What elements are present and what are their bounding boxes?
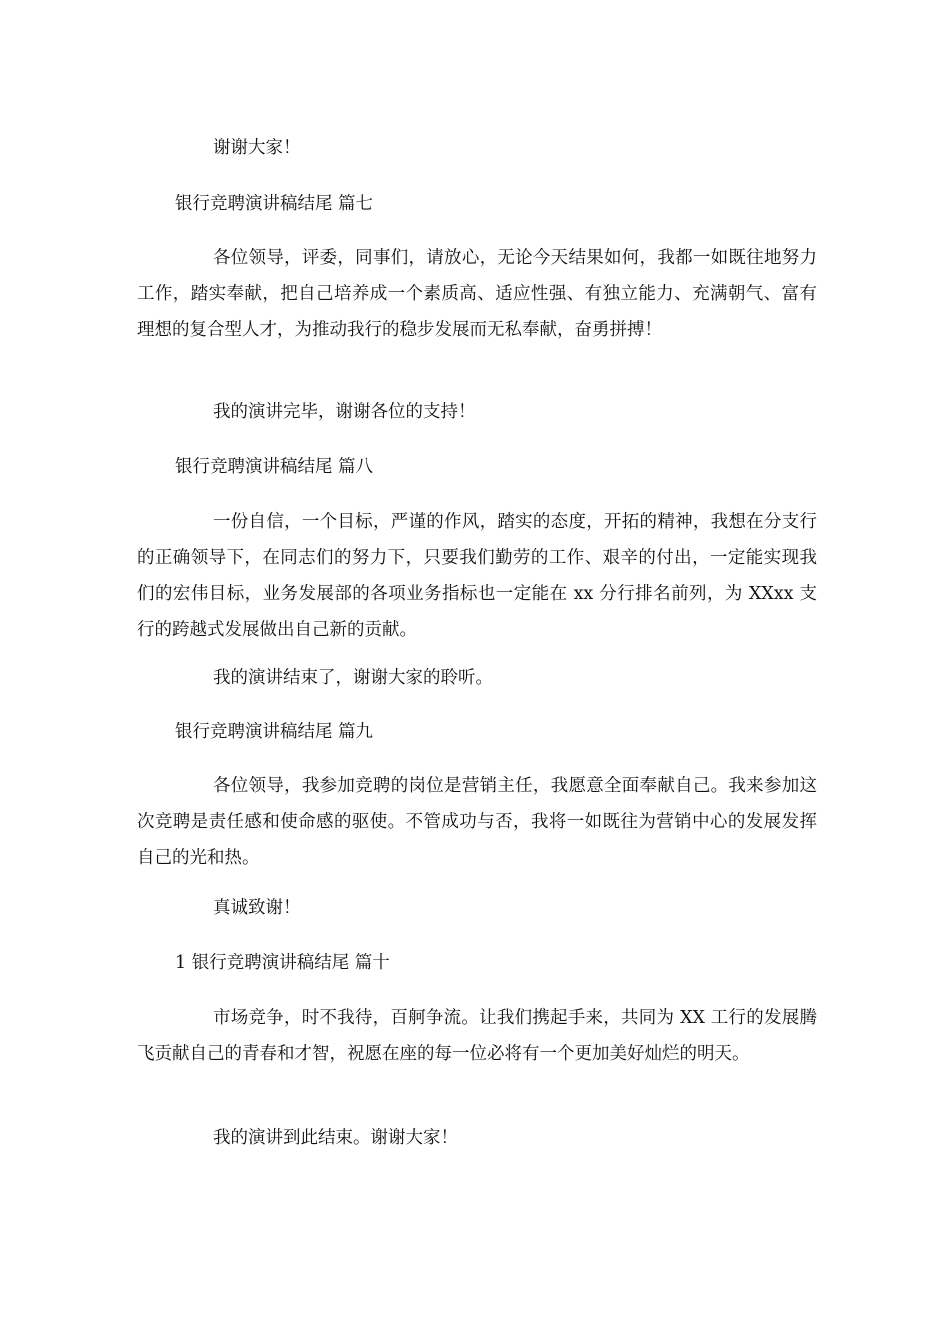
section-heading-9: 银行竞聘演讲稿结尾 篇九 [175, 722, 374, 742]
section-8-closing: 我的演讲结束了，谢谢大家的聆听。 [213, 668, 493, 688]
section-8-paragraph: 一份自信，一个目标，严谨的作风，踏实的态度，开拓的精神，我想在分支行的正确领导下，在同志们的努力下，只要我们勤劳的工作、艰辛的付出，一定能实现我们的宏伟目标，业务发展部的各项业务指标也一定能在 xx 分行排名前列，为 XXxx 支行的跨越式发展做出自己新的贡献。 [137, 512, 817, 640]
closing-line: 谢谢大家！ [213, 138, 301, 158]
section-heading-10: 1 银行竞聘演讲稿结尾 篇十 [175, 953, 390, 973]
section-10-paragraph: 市场竞争，时不我待，百舸争流。让我们携起手来，共同为 XX 工行的发展腾飞贡献自己的青春和才智，祝愿在座的每一位必将有一个更加美好灿烂的明天。 [137, 1008, 817, 1064]
section-9-paragraph: 各位领导，我参加竞聘的岗位是营销主任，我愿意全面奉献自己。我来参加这次竞聘是责任感和使命感的驱使。不管成功与否，我将一如既往为营销中心的发展发挥自己的光和热。 [137, 776, 817, 868]
section-heading-8: 银行竞聘演讲稿结尾 篇八 [175, 457, 374, 477]
section-7-closing: 我的演讲完毕，谢谢各位的支持！ [213, 402, 476, 422]
section-9-closing: 真诚致谢！ [213, 898, 301, 918]
section-heading-7: 银行竞聘演讲稿结尾 篇七 [175, 194, 374, 214]
section-10-closing: 我的演讲到此结束。谢谢大家！ [213, 1128, 458, 1148]
section-7-paragraph: 各位领导，评委，同事们，请放心，无论今天结果如何，我都一如既往地努力工作，踏实奉献，把自己培养成一个素质高、适应性强、有独立能力、充满朝气、富有理想的复合型人才，为推动我行的稳步发展而无私奉献，奋勇拼搏！ [137, 248, 817, 340]
